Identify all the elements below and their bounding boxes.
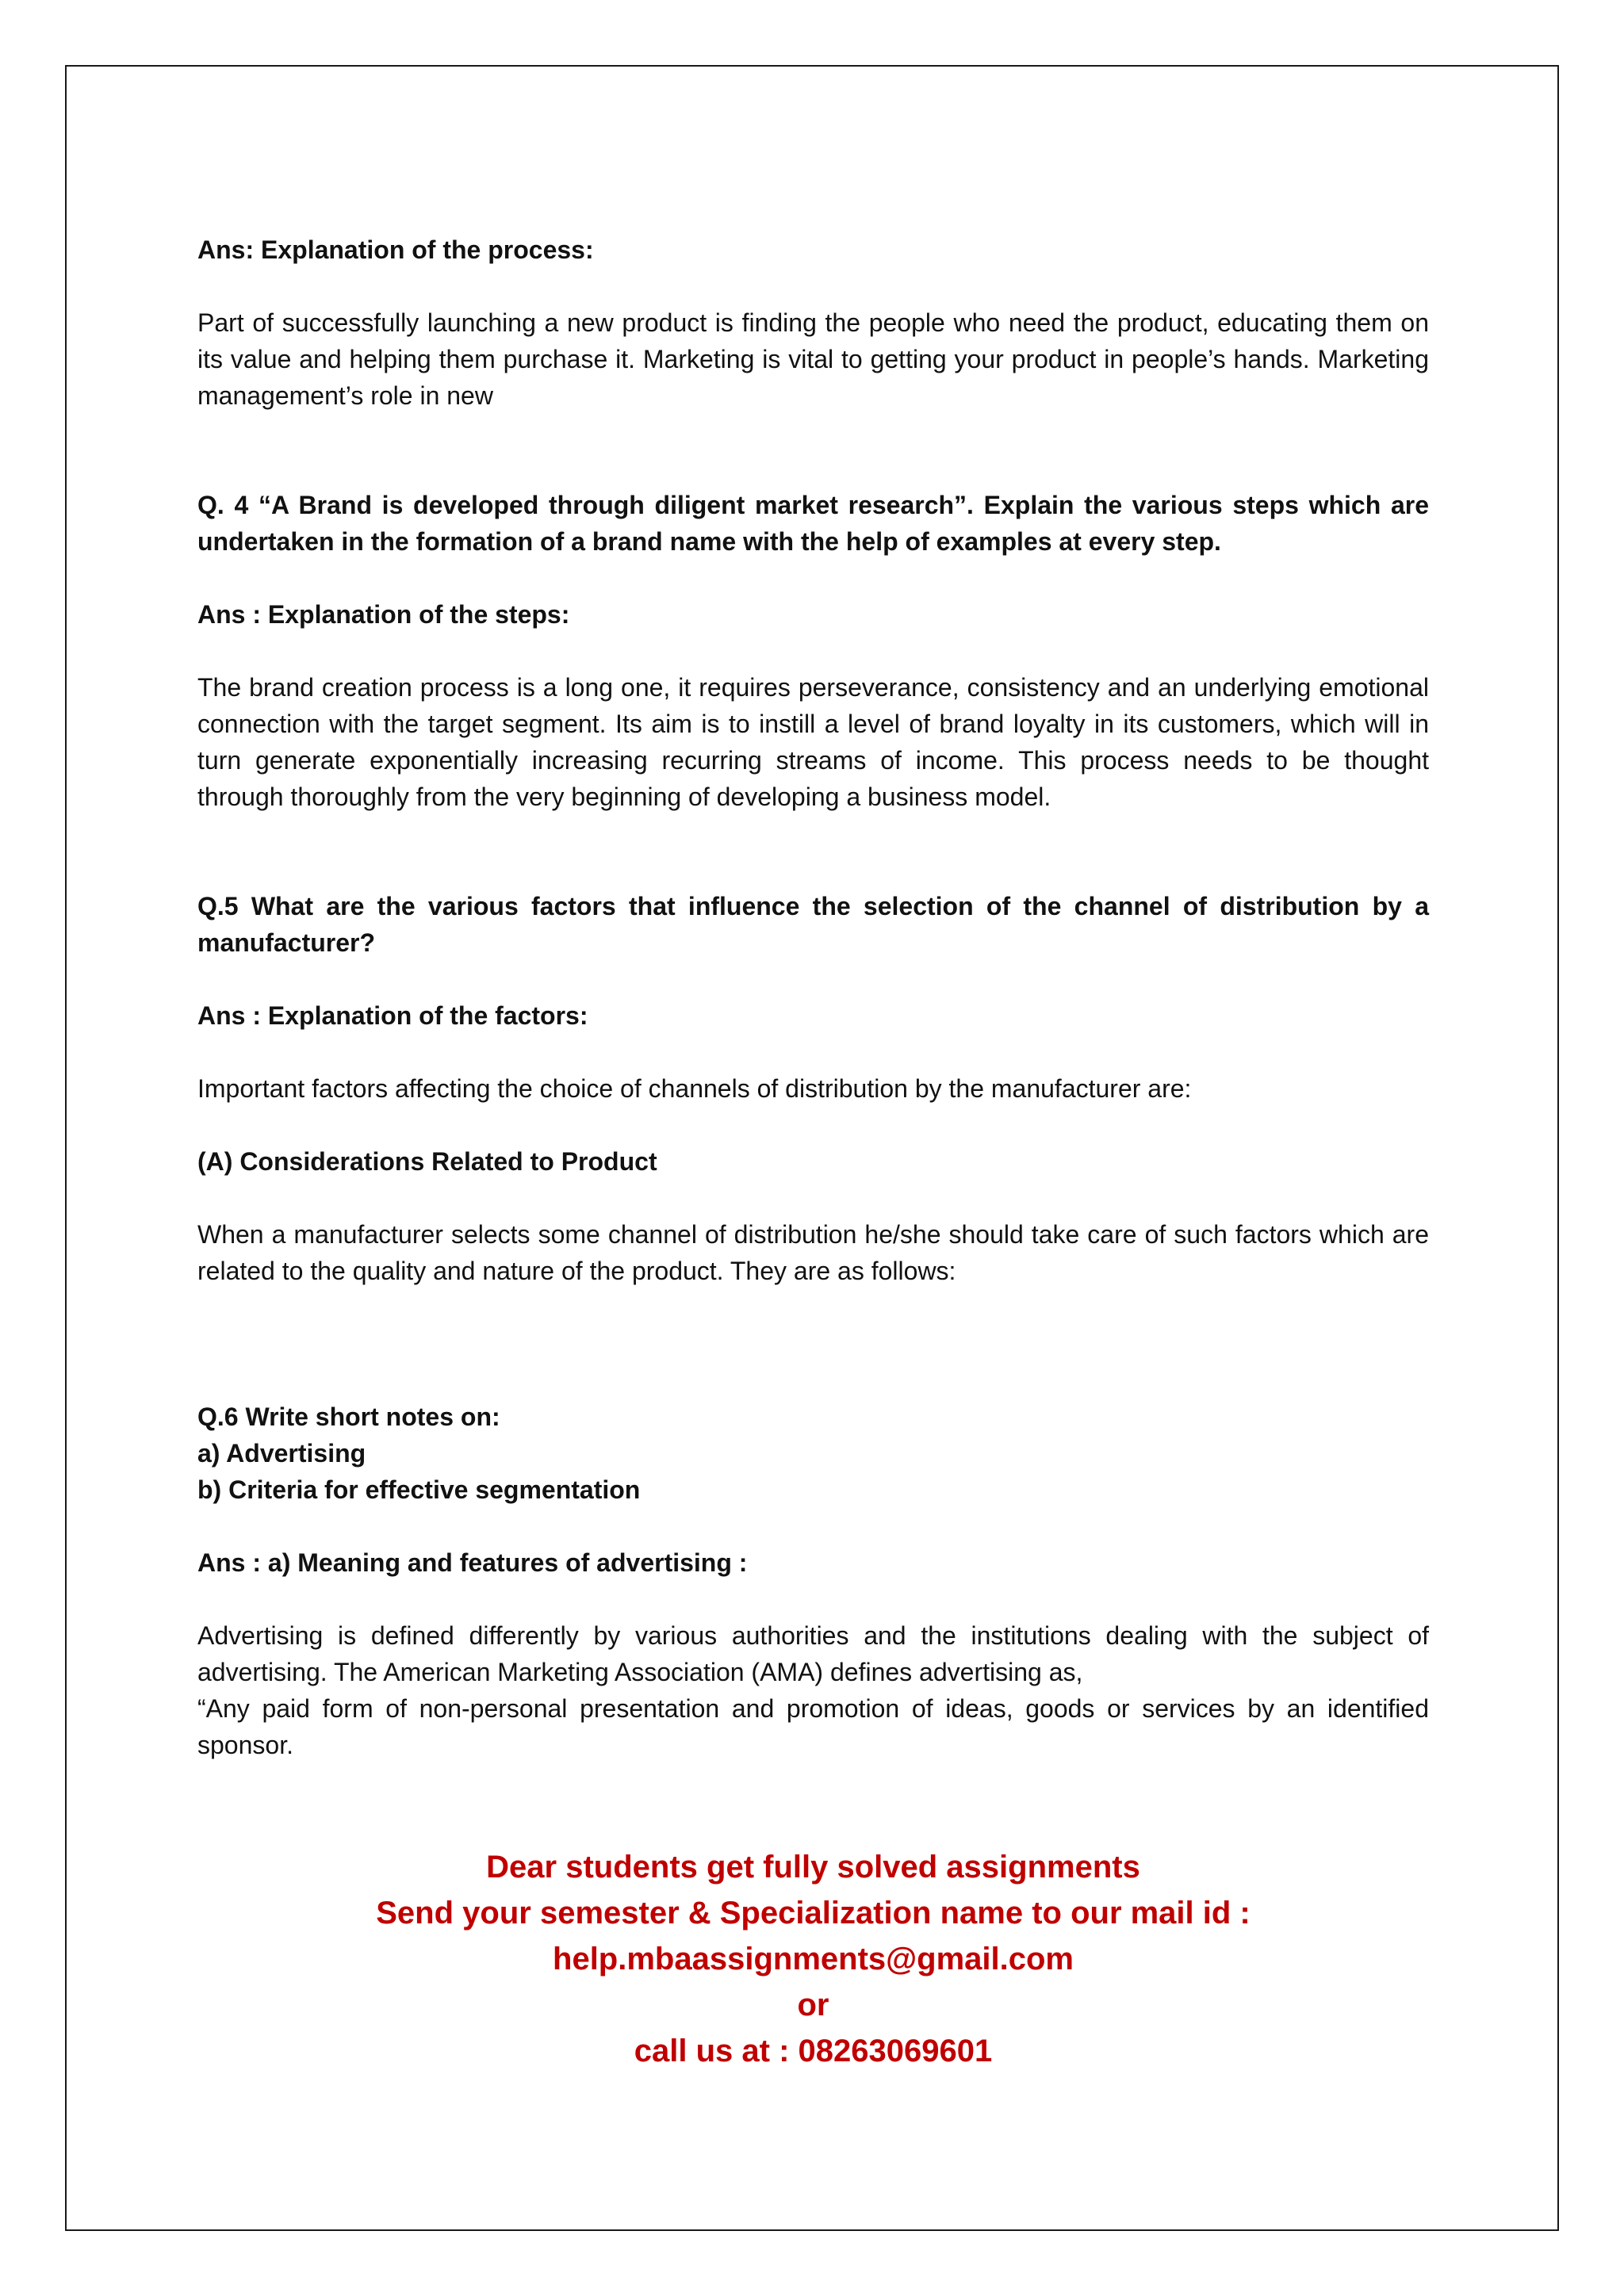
ans5-body: When a manufacturer selects some channel of distribution he/she should take care of such factors which are related to the quality and nature of the product. They are as follows: xyxy=(197,1220,1429,1285)
q6-part-a: a) Advertising xyxy=(197,1439,366,1468)
ans6-quote: “Any paid form of non-personal presentation and promotion of ideas, goods or services by an identified sponsor. xyxy=(197,1694,1429,1759)
ans3-body: Part of successfully launching a new product is finding the people who need the product, educating them on its value and helping them purchase it. Marketing is vital to getting your product in people’s hands. Marketing management’s role in new xyxy=(197,308,1429,410)
promo-line-1: Dear students get fully solved assignments xyxy=(486,1850,1140,1885)
ans4-heading: Ans : Explanation of the steps: xyxy=(197,600,570,629)
promo-or: or xyxy=(797,1988,829,2022)
ans5-intro: Important factors affecting the choice of channels of distribution by the manufacturer are: xyxy=(197,1074,1192,1103)
ans3-heading: Ans: Explanation of the process: xyxy=(197,235,594,264)
promo-banner xyxy=(197,1844,1429,2074)
q4-question: Q. 4 “A Brand is developed through diligent market research”. Explain the various steps which are undertaken in the formation of a brand name with the help of examples at every step. xyxy=(197,491,1429,556)
ans5-subheading: (A) Considerations Related to Product xyxy=(197,1147,657,1176)
document-body xyxy=(197,232,1429,1763)
q6-question: Q.6 Write short notes on: xyxy=(197,1402,500,1431)
promo-line-2: Send your semester & Specialization name to our mail id : xyxy=(376,1896,1251,1931)
ans4-body: The brand creation process is a long one, it requires perseverance, consistency and an underlying emotional connection with the target segment. Its aim is to instill a level of brand loyalty in its customers, which will in turn generate exponentially increasing recurring streams of income. This process needs to be thought through thoroughly from the very beginning of developing a business model. xyxy=(197,673,1429,811)
promo-email: help.mbaassignments@gmail.com xyxy=(553,1942,1074,1976)
promo-phone: call us at : 08263069601 xyxy=(634,2034,993,2068)
q5-question: Q.5 What are the various factors that influence the selection of the channel of distribution by a manufacturer? xyxy=(197,892,1429,957)
ans6-heading: Ans : a) Meaning and features of advertising : xyxy=(197,1548,748,1577)
ans5-heading: Ans : Explanation of the factors: xyxy=(197,1001,588,1030)
q6-part-b: b) Criteria for effective segmentation xyxy=(197,1475,641,1504)
ans6-body: Advertising is defined differently by various authorities and the institutions dealing with the subject of advertising. The American Marketing Association (AMA) defines advertising as, xyxy=(197,1621,1429,1686)
